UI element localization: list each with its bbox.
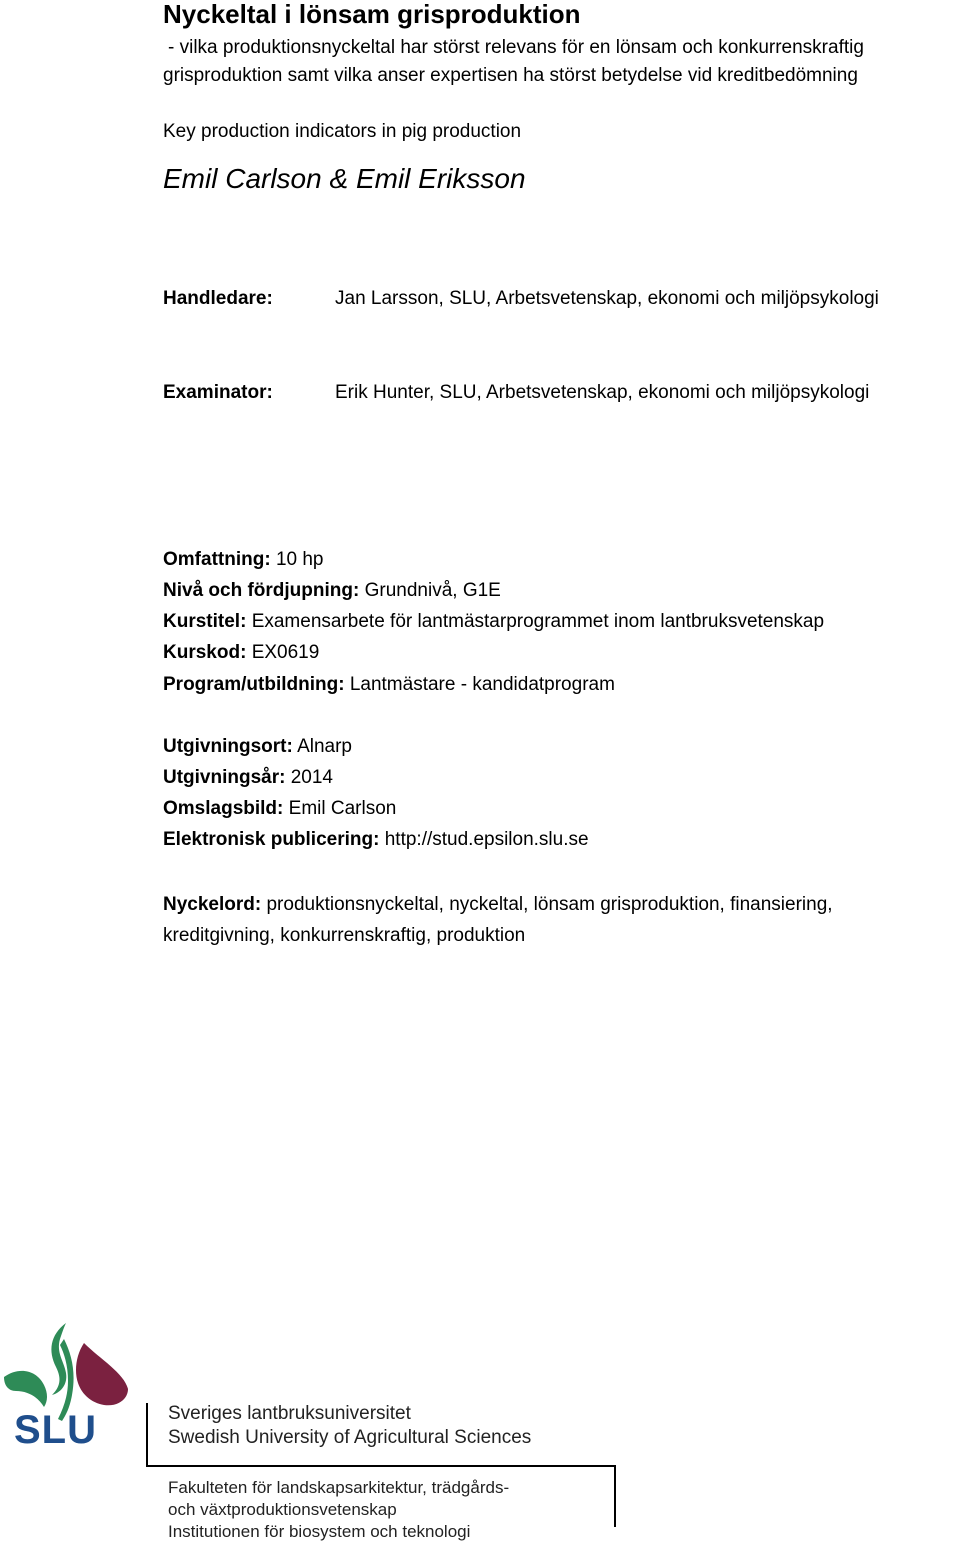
- university-name-sv: Sveriges lantbruksuniversitet: [168, 1403, 411, 1424]
- logo-green-sprout-icon: [4, 1371, 47, 1407]
- meta-label: Omfattning:: [163, 549, 271, 570]
- department: Institutionen för biosystem och teknologi: [168, 1522, 471, 1541]
- pub-label: Utgivningsår:: [163, 767, 286, 788]
- subtitle-line-1: - vilka produktionsnyckeltal har störst relevans för en lönsam och konkurrenskraftig: [168, 37, 864, 58]
- meta-value: EX0619: [251, 642, 320, 663]
- pub-place: [163, 733, 352, 761]
- meta-program: [163, 671, 615, 699]
- logo-red-leaf-icon: [76, 1343, 128, 1405]
- meta-label: Program/utbildning:: [163, 674, 345, 695]
- pub-value: 2014: [290, 767, 334, 788]
- examiner-value: Erik Hunter, SLU, Arbetsvetenskap, ekonomi och miljöpsykologi: [335, 382, 870, 403]
- pub-label: Elektronisk publicering:: [163, 829, 380, 850]
- meta-label: Kurskod:: [163, 642, 247, 663]
- meta-value: Lantmästare - kandidatprogram: [349, 674, 615, 695]
- logo-green-leaf-icon: [51, 1323, 66, 1395]
- meta-value: Examensarbete för lantmästarprogrammet inom lantbruksvetenskap: [251, 611, 825, 632]
- supervisor-label: Handledare:: [163, 288, 273, 309]
- pub-label: Utgivningsort:: [163, 736, 293, 757]
- pub-value: Emil Carlson: [288, 798, 397, 819]
- meta-course-title: [163, 608, 824, 636]
- logo-text: SLU: [14, 1408, 97, 1450]
- footer-divider-vertical-right: [614, 1465, 616, 1527]
- footer-divider-vertical: [146, 1403, 148, 1466]
- subtitle-line-2: grisproduktion samt vilka anser expertisen ha störst betydelse vid kreditbedömning: [163, 65, 858, 86]
- meta-label: Nivå och fördjupning:: [163, 580, 360, 601]
- examiner-label: Examinator:: [163, 382, 273, 403]
- meta-label: Kurstitel:: [163, 611, 247, 632]
- document-title: Nyckeltal i lönsam grisproduktion: [163, 0, 581, 29]
- meta-scope: [163, 546, 323, 574]
- supervisor-value: Jan Larsson, SLU, Arbetsvetenskap, ekonomi och miljöpsykologi: [335, 288, 879, 309]
- meta-course-code: [163, 639, 319, 667]
- meta-value: Grundnivå, G1E: [364, 580, 501, 601]
- pub-label: Omslagsbild:: [163, 798, 284, 819]
- keywords-value: produktionsnyckeltal, nyckeltal, lönsam grisproduktion, finansiering, kreditgivning, konkurrenskraftig, produktion: [163, 894, 833, 946]
- keywords-label: Nyckelord:: [163, 894, 262, 915]
- faculty-line-1: Fakulteten för landskapsarkitektur, trädgårds-: [168, 1478, 510, 1497]
- keywords: [163, 889, 943, 951]
- document-subtitle: [163, 34, 953, 90]
- pub-value: Alnarp: [297, 736, 352, 757]
- pub-electronic: [163, 826, 589, 854]
- meta-value: 10 hp: [275, 549, 324, 570]
- english-title: Key production indicators in pig production: [163, 121, 522, 142]
- university-name-en: Swedish University of Agricultural Sciences: [168, 1427, 532, 1448]
- footer-divider-horizontal: [146, 1465, 616, 1467]
- pub-url-link[interactable]: http://stud.epsilon.slu.se: [384, 829, 589, 850]
- faculty-line-2: och växtproduktionsvetenskap: [168, 1500, 397, 1519]
- slu-logo: [0, 1315, 135, 1450]
- pub-cover-image: [163, 795, 396, 823]
- authors: Emil Carlson & Emil Eriksson: [163, 163, 526, 194]
- pub-year: [163, 764, 333, 792]
- meta-level: [163, 577, 501, 605]
